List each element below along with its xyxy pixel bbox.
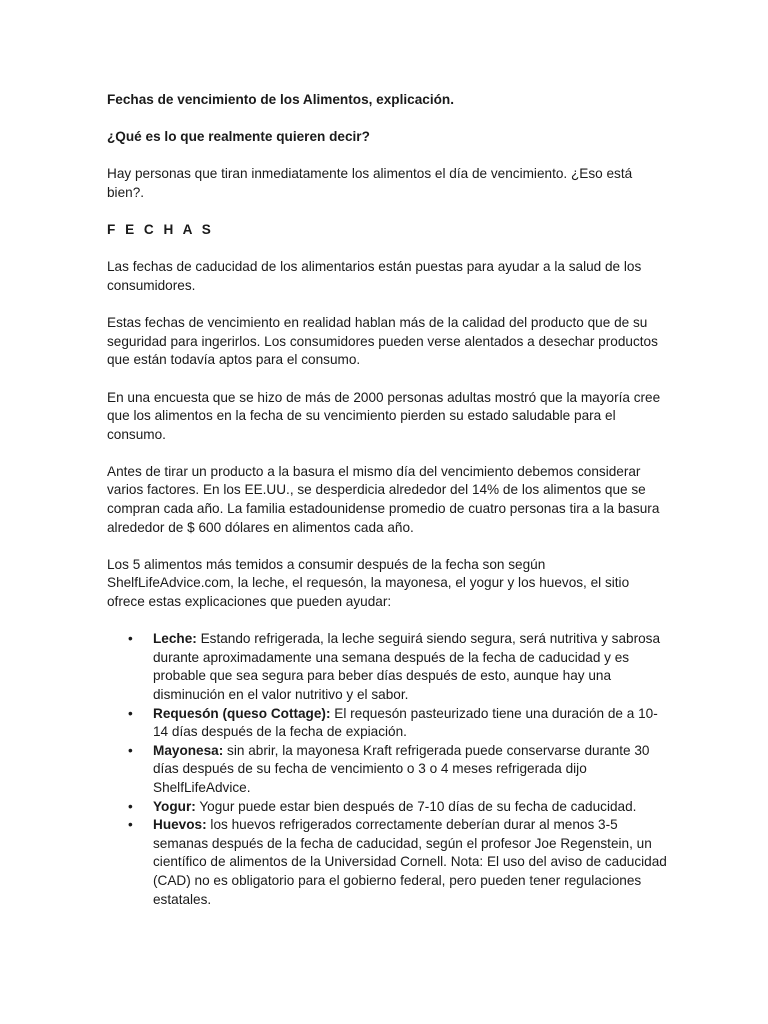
food-description: Yogur puede estar bien después de 7-10 días de su fecha de caducidad. xyxy=(195,798,637,814)
body-paragraph: Estas fechas de vencimiento en realidad hablan más de la calidad del producto que de su seguridad para ingerirlos. Los consumidores pueden verse alentados a desechar productos que están todavía aptos para el consumo. xyxy=(107,315,658,368)
list-item xyxy=(128,742,667,798)
food-label: Huevos: xyxy=(153,817,207,833)
food-label: Requesón (queso Cottage): xyxy=(153,705,331,721)
bullet-icon: • xyxy=(128,631,133,647)
document-page xyxy=(107,91,667,909)
bullet-icon: • xyxy=(128,798,133,814)
body-paragraph: Las fechas de caducidad de los alimentarios están puestas para ayudar a la salud de los consumidores. xyxy=(107,259,642,293)
food-label: Yogur: xyxy=(153,798,196,814)
body-paragraph: En una encuesta que se hizo de más de 2000 personas adultas mostró que la mayoría cree que los alimentos en la fecha de su vencimiento pierden su estado saludable para el consumo. xyxy=(107,389,661,442)
document-title: Fechas de vencimiento de los Alimentos, explicación. xyxy=(107,92,454,107)
bullet-icon: • xyxy=(128,705,133,721)
document-subtitle: ¿Qué es lo que realmente quieren decir? xyxy=(107,129,370,145)
bullet-icon: • xyxy=(128,742,133,758)
food-label: Mayonesa: xyxy=(153,742,224,758)
list-item xyxy=(128,705,667,742)
list-item xyxy=(128,816,667,909)
food-list xyxy=(107,630,667,909)
spacer xyxy=(107,612,667,631)
section-heading: F E C H A S xyxy=(107,222,214,238)
food-description: El requesón pasteurizado tiene una duración de a 10-14 días después de la fecha de expiación. xyxy=(153,705,658,740)
food-description: sin abrir, la mayonesa Kraft refrigerada puede conservarse durante 30 días después de su fecha de vencimiento o 3 o 4 meses refrigerada dijo ShelfLifeAdvice. xyxy=(153,742,650,795)
food-label: Leche: xyxy=(153,631,197,647)
bullet-icon: • xyxy=(128,817,133,833)
intro-paragraph: Hay personas que tiran inmediatamente los alimentos el día de vencimiento. ¿Eso está bien?. xyxy=(107,166,633,200)
list-item xyxy=(128,798,667,817)
food-description: los huevos refrigerados correctamente deberían durar al menos 3-5 semanas después de la fecha de caducidad, según el profesor Joe Regenstein, un científico de alimentos de la Universidad Cornell. Nota: El uso del aviso de caducidad (CAD) no es obligatorio para el gobierno federal, pero pueden tener regulaciones estatales. xyxy=(153,817,667,907)
body-paragraph: Antes de tirar un producto a la basura el mismo día del vencimiento debemos considerar varios factores. En los EE.UU., se desperdicia alrededor del 14% de los alimentos que se compran cada año. La familia estadounidense promedio de cuatro personas tira a la basura alrededor de $ 600 dólares en alimentos cada año. xyxy=(107,463,660,535)
food-description: Estando refrigerada, la leche seguirá siendo segura, será nutritiva y sabrosa durante aproximadamente una semana después de la fecha de caducidad y es probable que sea segura para beber días después de esto, aunque hay una disminución en el valor nutritivo y el sabor. xyxy=(153,631,661,702)
list-item xyxy=(128,630,667,704)
list-intro-paragraph: Los 5 alimentos más temidos a consumir después de la fecha son según ShelfLifeAdvice.com, la leche, el requesón, la mayonesa, el yogur y los huevos, el sitio ofrece estas explicaciones que pueden ayudar: xyxy=(107,556,630,610)
